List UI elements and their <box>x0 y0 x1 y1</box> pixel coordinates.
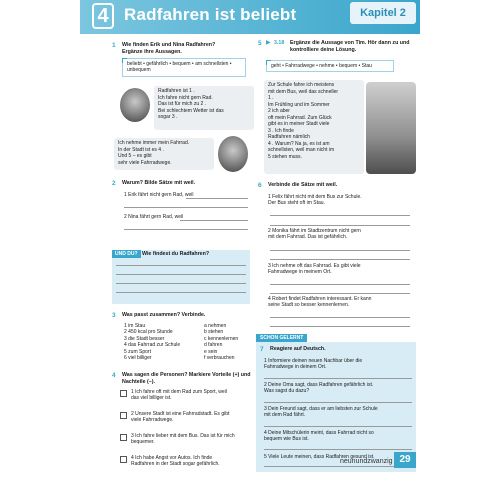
erik-line: Ich fahre nicht gern Rad. <box>158 94 213 101</box>
ex2-instruction: Warum? Bilde Sätze mit weil. <box>122 180 196 186</box>
ex7-item <box>264 382 414 395</box>
ex6-line: 4 Robert findet Radfahren interessant. Er kann <box>268 296 372 302</box>
ex6-line: 1 Felix fährt nicht mit dem Bus zur Schule. <box>268 194 362 200</box>
nina-line: Und 5 – es gibt <box>118 153 152 159</box>
audio-icon[interactable]: ▶ <box>266 40 271 46</box>
ex6-instruction: Verbinde die Sätze mit weil. <box>268 182 338 188</box>
ex4-line: viele Fahrradwege. <box>131 417 174 424</box>
ex4-item <box>131 389 251 402</box>
answer-line[interactable] <box>264 402 412 403</box>
ex3-right <box>204 323 238 361</box>
ex6-line: 3 Ich nehme oft das Fahrrad. Es gibt viele <box>268 263 361 269</box>
ex7-line: bequem wie Bus ist. <box>264 436 309 443</box>
ex6-number: 6 <box>258 182 262 189</box>
tim-photo <box>366 82 416 174</box>
ex7-item <box>264 406 414 419</box>
ex3-right-item: e sein <box>204 348 218 355</box>
checkbox[interactable] <box>120 434 127 441</box>
tim-line: 4 . Warum? Na ja, es ist am <box>268 140 330 147</box>
ex3-left-item: 4 das Fahrrad zur Schule <box>124 342 181 349</box>
ex4-line: 4 Ich habe Angst vor Autos. Ich finde <box>131 455 213 461</box>
answer-line[interactable] <box>124 229 248 230</box>
ex4-instruction: Was sagen die Personen? Markiere Vorteile (+) und Nachteile (–). <box>122 372 251 385</box>
ex3-left-item: 3 die Stadt besser <box>124 335 165 342</box>
ex4-line: 2 Unsere Stadt ist eine Fahrradstadt. Es gibt <box>131 411 230 417</box>
ex1-instruction <box>122 42 252 55</box>
ex3-right-item: c kennenlernen <box>204 335 239 342</box>
ex4-line: 3 Ich fahre lieber mit dem Bus. Das ist für mich <box>131 433 235 439</box>
ex4-number: 4 <box>112 372 116 379</box>
answer-line[interactable] <box>270 215 410 216</box>
answer-line[interactable] <box>270 293 410 294</box>
tim-line: gibt es in meiner Stadt viele <box>268 121 330 127</box>
ex3-right-item: a nehmen <box>204 323 227 329</box>
page-number: 29 <box>394 452 416 468</box>
ex6-line: 2 Monika fährt im Stadtzentrum nicht gern <box>268 228 361 234</box>
ex6-item <box>268 296 418 309</box>
ex7-line: Fahrradwege in deinem Ort. <box>264 364 327 371</box>
answer-line[interactable] <box>270 225 410 226</box>
audio-track: 3.18 <box>274 40 285 46</box>
erik-line: sogar 3 . <box>158 114 178 120</box>
ex3-instruction: Was passt zusammen? Verbinde. <box>122 312 206 318</box>
ex4-item <box>131 455 251 468</box>
tim-line: mit dem Bus, weil das schneller <box>268 88 339 95</box>
schon-gelernt-tag: SCHON GELERNT <box>256 334 307 342</box>
ex3-left-item: 2 450 kcal pro Stunde <box>124 329 173 336</box>
und-du-tag: UND DU? <box>112 250 141 258</box>
ex1-word-box: beliebt • gefährlich • bequem • am schnellsten • unbequem <box>122 58 246 77</box>
ex3-left-item: 5 zum Sport <box>124 348 151 355</box>
answer-line[interactable] <box>264 426 412 427</box>
chapter-tab: Kapitel 2 <box>350 2 416 24</box>
ex1-sub: Ergänze ihre Aussagen. <box>122 48 182 55</box>
answer-line[interactable] <box>264 449 412 450</box>
ex6-item <box>268 194 418 207</box>
answer-line[interactable] <box>116 265 246 266</box>
erik-line: Bei schlechtem Wetter ist das <box>158 107 224 114</box>
answer-line[interactable] <box>116 283 246 284</box>
ex7-number: 7 <box>260 346 264 353</box>
ex3-left-item: 6 viel billiger <box>124 355 152 362</box>
ex7-line: Was sagst du dazu? <box>264 388 310 395</box>
ex7-line: 3 Dein Freund sagt, dass er am liebsten zur Schule <box>264 406 378 412</box>
erik-photo <box>120 88 150 122</box>
checkbox[interactable] <box>120 456 127 463</box>
tim-line: oft mein Fahrrad. Zum Glück <box>268 114 332 121</box>
answer-line[interactable] <box>124 207 248 208</box>
ex2-item: 1 Erik fährt nicht gern Rad, weil <box>124 192 194 198</box>
answer-line[interactable] <box>180 220 248 221</box>
tim-line: 5 stehen muss. <box>268 153 302 160</box>
nina-line: Ich nehme immer mein Fahrrad. <box>118 140 190 146</box>
answer-line[interactable] <box>270 317 410 318</box>
und-du-box <box>112 250 250 304</box>
erik-line: Das ist für mich zu 2 . <box>158 101 207 107</box>
ex2-number: 2 <box>112 180 116 187</box>
ex3-number: 3 <box>112 312 116 319</box>
answer-line[interactable] <box>116 274 246 275</box>
ex7-line: 5 Viele Leute meinen, dass Radfahren gesund ist. <box>264 454 375 460</box>
nina-speech <box>114 138 214 170</box>
answer-line[interactable] <box>270 250 410 251</box>
erik-line: Radfahren ist 1 . <box>158 88 195 94</box>
tim-speech <box>264 80 364 174</box>
checkbox[interactable] <box>120 390 127 397</box>
answer-line[interactable] <box>186 198 248 199</box>
page-title: Radfahren ist beliebt <box>124 5 297 24</box>
ex1-title: Wie finden Erik und Nina Radfahren? <box>122 42 216 48</box>
ex3-right-item: d fahren <box>204 342 223 349</box>
checkbox[interactable] <box>120 412 127 419</box>
erik-speech <box>154 86 254 130</box>
ex6-line: Fahrradwege in meinem Ort. <box>268 269 332 276</box>
ex5-instruction: Ergänze die Aussage von Tim. Hör dann zu und kontrolliere deine Lösung. <box>290 40 410 53</box>
tim-line: 2 ich aber <box>268 108 290 114</box>
ex2-item: 2 Nina fährt gern Rad, weil <box>124 214 184 220</box>
ex4-line: bequemer. <box>131 439 155 446</box>
tim-line: Im Frühling und im Sommer <box>268 101 330 108</box>
ex6-line: Der Bus steht oft im Stau. <box>268 200 325 207</box>
ex7-item <box>264 358 414 371</box>
nina-line: sehr viele Fahrradwege. <box>118 159 172 166</box>
tim-line: Zur Schule fahre ich meistens <box>268 82 335 88</box>
ex7-line: 4 Deine Mitschülerin meint, dass Fahrrad nicht so <box>264 430 374 436</box>
ex5-word-box: geht • Fahrradwege • nehme • bequem • Stau <box>266 60 394 72</box>
ex7-line: mit dem Rad fährt. <box>264 412 306 419</box>
ex6-line: seine Stadt so besser kennenlernen. <box>268 302 350 309</box>
tim-line: Radfahren nämlich <box>268 134 310 140</box>
answer-line[interactable] <box>270 326 410 327</box>
ex4-line: Radfahren in der Stadt sogar gefährlich. <box>131 461 220 468</box>
tim-line: schnellsten, weil man nicht im <box>268 147 335 153</box>
ex7-line: 2 Deine Oma sagt, dass Radfahren gefährlich ist. <box>264 382 374 388</box>
ex3-right-item: f verbrauchen <box>204 355 235 362</box>
tim-line: 3 . Ich finde <box>268 127 294 134</box>
ex6-line: mit dem Fahrrad. Das ist gefährlich. <box>268 234 348 241</box>
answer-line[interactable] <box>116 292 246 293</box>
ex1-number: 1 <box>112 42 116 49</box>
nina-photo <box>218 136 248 172</box>
ex5-number: 5 <box>258 40 262 47</box>
page-number-word: neunundzwanzig <box>340 458 393 465</box>
answer-line[interactable] <box>264 378 412 379</box>
unit-number: 4 <box>92 3 114 29</box>
ex6-item <box>268 228 418 241</box>
ex7-instruction: Reagiere auf Deutsch. <box>270 346 326 352</box>
ex7-item <box>264 430 414 443</box>
ex3-right-item: b stehen <box>204 329 224 336</box>
ex4-item <box>131 433 251 446</box>
ex4-line: 1 Ich fahre oft mit dem Rad zum Sport, weil <box>131 389 227 395</box>
ex3-left-item: 1 im Stau <box>124 323 146 329</box>
answer-line[interactable] <box>264 466 412 467</box>
ex4-line: das viel billiger ist. <box>131 395 172 402</box>
answer-line[interactable] <box>270 259 410 260</box>
und-du-question: Wie findest du Radfahren? <box>142 251 210 257</box>
ex3-left <box>124 323 180 361</box>
answer-line[interactable] <box>270 284 410 285</box>
ex4-item <box>131 411 251 424</box>
ex6-item <box>268 263 418 276</box>
tim-line: 1 . <box>268 95 274 101</box>
ex7-line: 1 Informiere deinen neuen Nachbar über die <box>264 358 363 364</box>
nina-line: In der Stadt ist es 4 . <box>118 146 164 153</box>
